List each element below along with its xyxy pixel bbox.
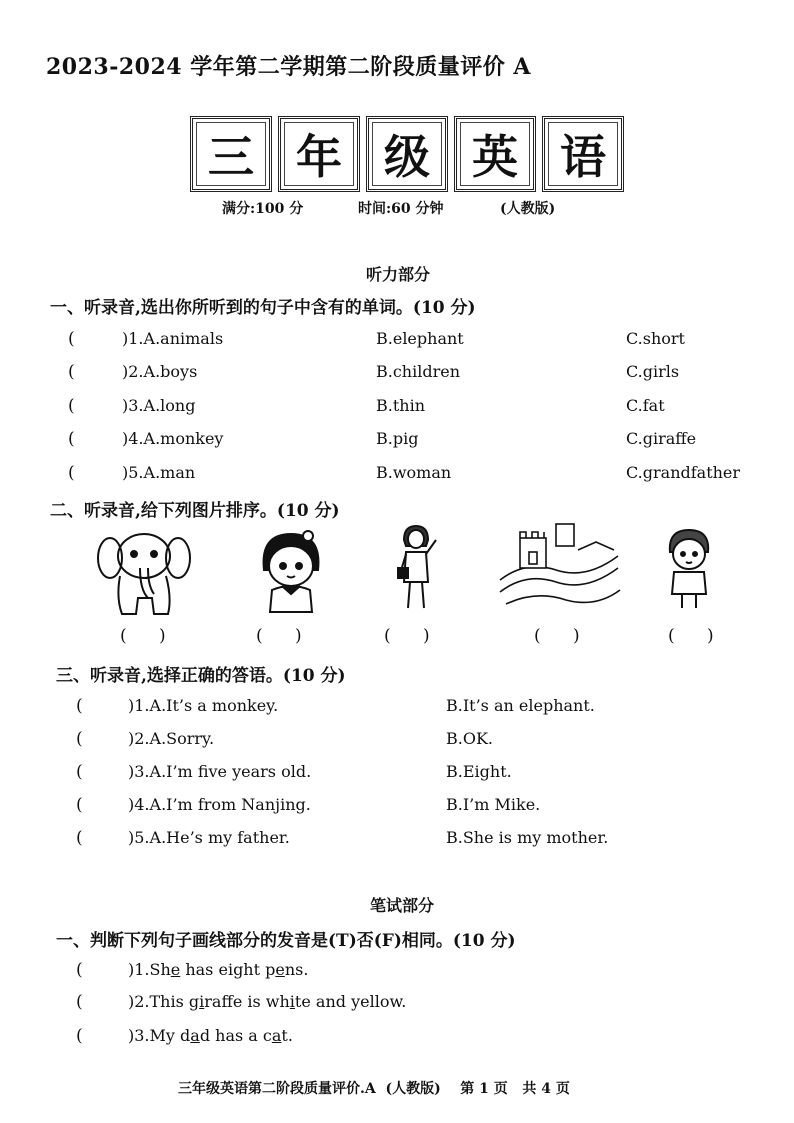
underlined-letter: e: [170, 960, 181, 979]
option-a: )2.A.boys: [122, 362, 198, 381]
listening-section-title: 听力部分: [366, 265, 431, 284]
exam-title: 2023-2024 学年第二学期第二阶段质量评价 A: [46, 54, 531, 80]
answer-paren[interactable]: (: [76, 960, 83, 980]
option-a: )2.A.Sorry.: [128, 729, 215, 748]
order-answer-box[interactable]: ( ): [534, 626, 580, 646]
elephant-picture: [96, 528, 192, 620]
answer-paren[interactable]: (: [76, 992, 83, 1012]
full-score: 满分:100 分: [222, 201, 304, 217]
sentence-text: )3.My d: [128, 1026, 191, 1045]
writing-q1-heading: 一、判断下列句子画线部分的发音是(T)否(F)相同。(10 分): [56, 931, 516, 951]
sentence-text: )2.This g: [128, 992, 200, 1011]
answer-paren[interactable]: (: [76, 729, 83, 749]
subject-char-box: [278, 116, 360, 192]
order-answer-box[interactable]: ( ): [256, 626, 302, 646]
subject-char-box: [542, 116, 624, 192]
option-b: B.children: [376, 362, 461, 381]
option-c: C.short: [626, 329, 685, 348]
answer-paren[interactable]: (: [68, 329, 75, 349]
underlined-letter: a: [271, 1026, 282, 1045]
listening-q1-heading: 一、听录音,选出你所听到的句子中含有的单词。(10 分): [50, 298, 476, 318]
option-b: B.OK.: [446, 729, 493, 748]
woman-picture: [392, 524, 442, 614]
subject-char: 三: [208, 130, 254, 184]
time-limit: 时间:60 分钟: [358, 201, 444, 217]
sentence-1: [128, 960, 308, 979]
option-c: C.grandfather: [626, 463, 741, 482]
answer-paren[interactable]: (: [68, 396, 75, 416]
great-wall-picture: [496, 520, 622, 608]
option-b: B.It’s an elephant.: [446, 696, 595, 715]
option-a: )4.A.monkey: [122, 429, 224, 448]
option-c: C.giraffe: [626, 429, 697, 448]
girl-picture: [254, 528, 328, 616]
answer-paren[interactable]: (: [76, 828, 83, 848]
option-b: B.pig: [376, 429, 419, 448]
answer-paren[interactable]: (: [68, 362, 75, 382]
subject-char-box: [366, 116, 448, 192]
footer-edition: (人教版): [385, 1081, 441, 1097]
underlined-letter: i: [199, 992, 205, 1011]
page-number: 第 1 页: [460, 1081, 508, 1097]
answer-paren[interactable]: (: [76, 1026, 83, 1046]
sentence-2: [128, 992, 406, 1011]
listening-q2-heading: 二、听录音,给下列图片排序。(10 分): [50, 501, 340, 521]
order-answer-box[interactable]: ( ): [384, 626, 430, 646]
option-c: C.girls: [626, 362, 680, 381]
edition-label: (人教版): [500, 201, 556, 217]
answer-paren[interactable]: (: [68, 463, 75, 483]
subject-char: 语: [560, 130, 606, 184]
underlined-letter: i: [289, 992, 295, 1011]
option-b: B.She is my mother.: [446, 828, 609, 847]
subject-char: 英: [472, 130, 518, 184]
subject-char-box: [190, 116, 272, 192]
underlined-letter: e: [275, 960, 285, 979]
sentence-text: t.: [281, 1026, 293, 1045]
underlined-letter: a: [190, 1026, 200, 1045]
order-answer-box[interactable]: ( ): [668, 626, 714, 646]
option-a: )5.A.He’s my father.: [128, 828, 290, 847]
option-b: B.thin: [376, 396, 425, 415]
sentence-3: [128, 1026, 293, 1045]
writing-section-title: 笔试部分: [370, 896, 435, 915]
option-a: )4.A.I’m from Nanjing.: [128, 795, 311, 814]
boy-picture: [664, 528, 714, 610]
sentence-text: ns.: [284, 960, 309, 979]
option-a: )3.A.long: [122, 396, 196, 415]
sentence-text: raffe is wh: [204, 992, 290, 1011]
subject-char: 年: [296, 130, 342, 184]
answer-paren[interactable]: (: [76, 696, 83, 716]
page-total: 共 4 页: [522, 1081, 570, 1097]
sentence-text: has eight p: [180, 960, 276, 979]
option-b: B.woman: [376, 463, 452, 482]
option-b: B.elephant: [376, 329, 464, 348]
answer-paren[interactable]: (: [76, 762, 83, 782]
listening-q3-heading: 三、听录音,选择正确的答语。(10 分): [56, 666, 346, 686]
option-b: B.I’m Mike.: [446, 795, 541, 814]
answer-paren[interactable]: (: [68, 429, 75, 449]
subject-char: 级: [384, 130, 430, 184]
order-answer-box[interactable]: ( ): [120, 626, 166, 646]
sentence-text: )1.Sh: [128, 960, 171, 979]
sentence-text: te and yellow.: [294, 992, 407, 1011]
page-footer: [178, 1078, 570, 1098]
option-a: )1.A.It’s a monkey.: [128, 696, 279, 715]
subject-char-box: [454, 116, 536, 192]
option-a: )5.A.man: [122, 463, 196, 482]
sentence-text: d has a c: [199, 1026, 272, 1045]
footer-title: 三年级英语第二阶段质量评价.A: [178, 1081, 376, 1097]
option-b: B.Eight.: [446, 762, 512, 781]
option-c: C.fat: [626, 396, 665, 415]
answer-paren[interactable]: (: [76, 795, 83, 815]
option-a: )1.A.animals: [122, 329, 224, 348]
option-a: )3.A.I’m five years old.: [128, 762, 312, 781]
